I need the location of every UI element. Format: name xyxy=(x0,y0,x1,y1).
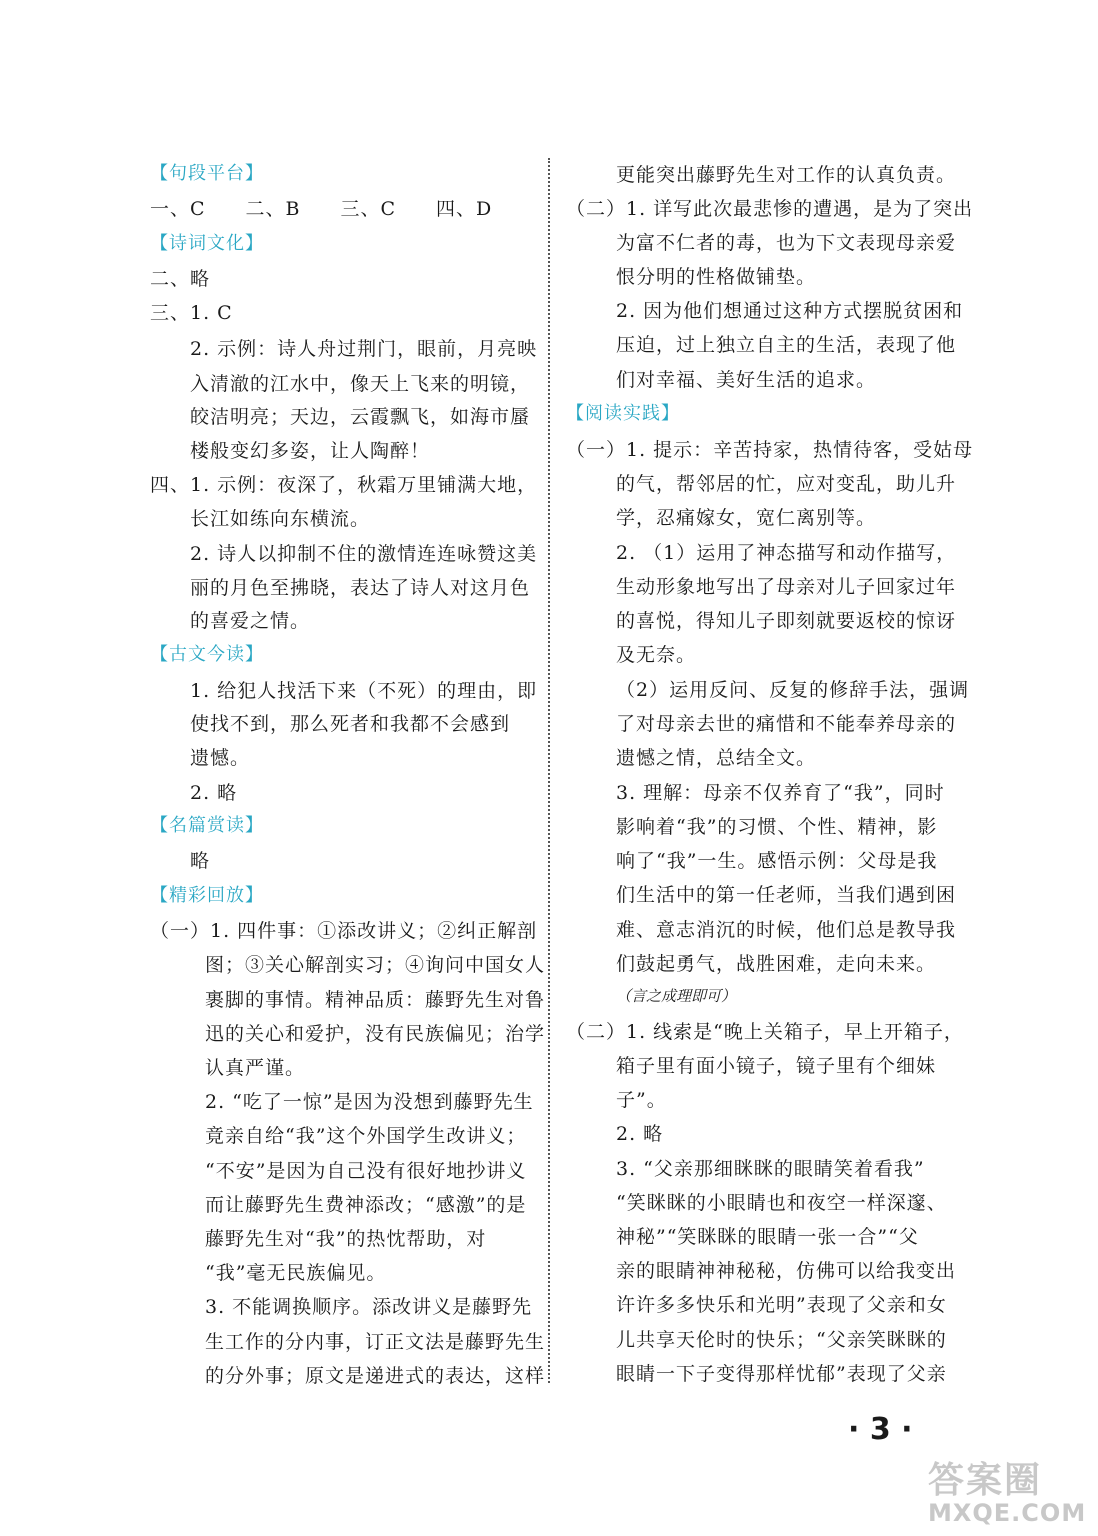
answer-line: 亲的眼睛神神秘秘，仿佛可以给我变出 xyxy=(616,1260,957,1282)
section-header-famous-works: 【名篇赏读】 xyxy=(150,815,264,836)
answer-line: （二）1. 线索是“晚上关箱子，早上开箱子， xyxy=(566,1021,964,1043)
answer-line: 2. 略 xyxy=(190,782,238,804)
answer-line: 恨分明的性格做铺垫。 xyxy=(616,266,817,288)
answer-line: “不安”是因为自己没有很好地抄讲义 xyxy=(205,1160,527,1182)
answer-line: 3. “父亲那细眯眯的眼睛笑着看我” xyxy=(616,1158,925,1180)
answer-line: 儿共享天伦时的快乐；“父亲笑眯眯的 xyxy=(616,1329,947,1351)
answer-line: （一）1. 四件事：①添改讲义；②纠正解剖 xyxy=(150,920,538,942)
answer-line: “笑眯眯的小眼睛也和夜空一样深邃、 xyxy=(616,1192,947,1214)
answer-line: 一、C 二、B 三、C 四、D xyxy=(150,198,493,220)
answer-line: 四、1. 示例：夜深了，秋霜万里铺满大地， xyxy=(150,474,538,496)
answer-line: 二、略 xyxy=(150,268,211,290)
answer-note: （言之成理即可） xyxy=(616,987,737,1005)
answer-line: 略 xyxy=(190,850,211,872)
answer-line: 遗憾之情，总结全文。 xyxy=(616,747,817,769)
answer-line: 认真严谨。 xyxy=(205,1057,306,1079)
column-divider xyxy=(548,158,550,1383)
answer-line: 使找不到，那么死者和我都不会感到 xyxy=(190,713,511,735)
answer-line: 生工作的分内事，订正文法是藤野先生 xyxy=(205,1331,546,1353)
answer-line: （二）1. 详写此次最悲惨的遭遇，是为了突出 xyxy=(566,198,974,220)
answer-line: 学，忍痛嫁女，宽仁离别等。 xyxy=(616,507,877,529)
answer-line: 子”。 xyxy=(616,1089,667,1111)
answer-line: 皎洁明亮；天边，云霞飘飞，如海市蜃 xyxy=(190,406,531,428)
answer-line: 2. “吃了一惊”是因为没想到藤野先生 xyxy=(205,1091,534,1113)
answer-line: 眼睛一下子变得那样忧郁”表现了父亲 xyxy=(616,1363,947,1385)
answer-line: 楼般变幻多姿，让人陶醉！ xyxy=(190,440,431,462)
answer-line: 难、意志消沉的时候，他们总是教导我 xyxy=(616,919,957,941)
answer-line: 2. 略 xyxy=(616,1123,664,1145)
answer-line: 响了“我”一生。感悟示例：父母是我 xyxy=(616,850,938,872)
answer-line: 入清澈的江水中，像天上飞来的明镜， xyxy=(190,373,531,395)
answer-line: 们鼓起勇气，战胜困难，走向未来。 xyxy=(616,953,937,975)
answer-line: 了对母亲去世的痛惜和不能奉养母亲的 xyxy=(616,713,957,735)
section-header-highlights: 【精彩回放】 xyxy=(150,885,264,906)
answer-line: 的喜悦，得知儿子即刻就要返校的惊讶 xyxy=(616,610,957,632)
watermark-logo xyxy=(928,1452,1090,1532)
answer-line: 们生活中的第一任老师，当我们遇到困 xyxy=(616,884,957,906)
answer-line: 的气，帮邻居的忙，应对变乱，助儿升 xyxy=(616,473,957,495)
answer-line: 丽的月色至拂晓，表达了诗人对这月色 xyxy=(190,577,531,599)
answer-line: 2. 因为他们想通过这种方式摆脱贫困和 xyxy=(616,300,964,322)
answer-line: “我”毫无民族偏见。 xyxy=(205,1262,387,1284)
answer-line: 神秘”“笑眯眯的眼睛一张一合”“父 xyxy=(616,1226,919,1248)
section-header-reading-practice: 【阅读实践】 xyxy=(566,403,680,424)
answer-line: 三、1. C xyxy=(150,302,233,324)
section-header-poetry-culture: 【诗词文化】 xyxy=(150,233,264,254)
answer-line: 更能突出藤野先生对工作的认真负责。 xyxy=(616,164,957,186)
answer-line: 影响着“我”的习惯、个性、精神，影 xyxy=(616,816,938,838)
answer-line: 为富不仁者的毒，也为下文表现母亲爱 xyxy=(616,232,957,254)
answer-line: 们对幸福、美好生活的追求。 xyxy=(616,369,877,391)
answer-line: 2. （1）运用了神态描写和动作描写， xyxy=(616,542,957,564)
answer-line: 藤野先生对“我”的热忱帮助，对 xyxy=(205,1228,487,1250)
answer-line: 长江如练向东横流。 xyxy=(190,508,371,530)
answer-line: 1. 给犯人找活下来（不死）的理由，即 xyxy=(190,680,538,702)
answer-line: 及无奈。 xyxy=(616,644,697,666)
answer-line: 而让藤野先生费神添改；“感激”的是 xyxy=(205,1194,527,1216)
section-header-sentence-platform: 【句段平台】 xyxy=(150,163,264,184)
answer-line: 的分外事；原文是递进式的表达，这样 xyxy=(205,1365,546,1387)
page-number: · 3 · xyxy=(848,1412,913,1447)
answer-line: （2）运用反问、反复的修辞手法，强调 xyxy=(616,679,970,701)
answer-line: 3. 不能调换顺序。添改讲义是藤野先 xyxy=(205,1296,533,1318)
answer-line: 许许多多快乐和光明”表现了父亲和女 xyxy=(616,1294,947,1316)
answer-line: 遗憾。 xyxy=(190,747,251,769)
answer-line: 2. 诗人以抑制不住的激情连连咏赞这美 xyxy=(190,543,538,565)
answer-line: 生动形象地写出了母亲对儿子回家过年 xyxy=(616,576,957,598)
answer-line: 2. 示例：诗人舟过荆门，眼前，月亮映 xyxy=(190,338,538,360)
answer-line: 3. 理解：母亲不仅养育了“我”，同时 xyxy=(616,782,945,804)
answer-line: 压迫，过上独立自主的生活，表现了他 xyxy=(616,334,957,356)
answer-line: 裹脚的事情。精神品质：藤野先生对鲁 xyxy=(205,989,546,1011)
watermark-url: MXQE.COM xyxy=(928,1499,1087,1527)
watermark-title: 答案圈 xyxy=(928,1460,1043,1501)
answer-line: 图；③关心解剖实习；④询问中国女人 xyxy=(205,954,546,976)
answer-line: 迅的关心和爱护，没有民族偏见；治学 xyxy=(205,1023,546,1045)
answer-line: （一）1. 提示：辛苦持家，热情待客，受姑母 xyxy=(566,439,974,461)
answer-line: 箱子里有面小镜子，镜子里有个细妹 xyxy=(616,1055,937,1077)
answer-line: 竟亲自给“我”这个外国学生改讲义； xyxy=(205,1125,527,1147)
answer-line: 的喜爱之情。 xyxy=(190,610,311,632)
section-header-classical-reading: 【古文今读】 xyxy=(150,644,264,665)
